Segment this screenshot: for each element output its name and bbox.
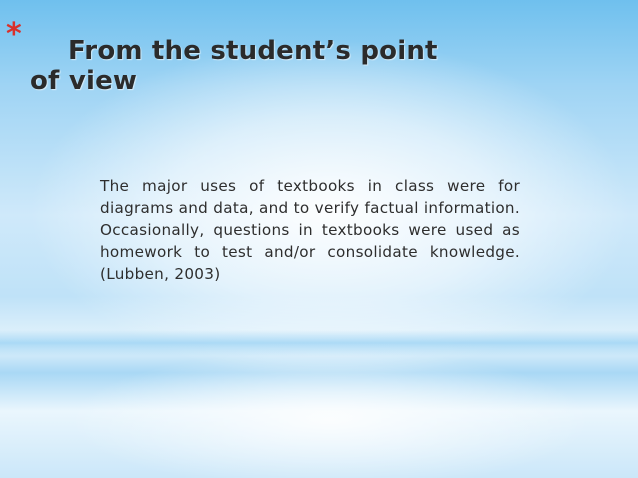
background-light-band [0, 330, 638, 356]
bullet-asterisk-icon: * [6, 17, 22, 52]
slide-body-text: The major uses of textbooks in class were for diagrams and data, and to verify factual information. Occasionally, questions in textbooks were used as homework to test and/or consolidate knowledge. (Lubben, 2003) [100, 177, 520, 283]
slide-title: From the student’s point of view [30, 36, 438, 96]
